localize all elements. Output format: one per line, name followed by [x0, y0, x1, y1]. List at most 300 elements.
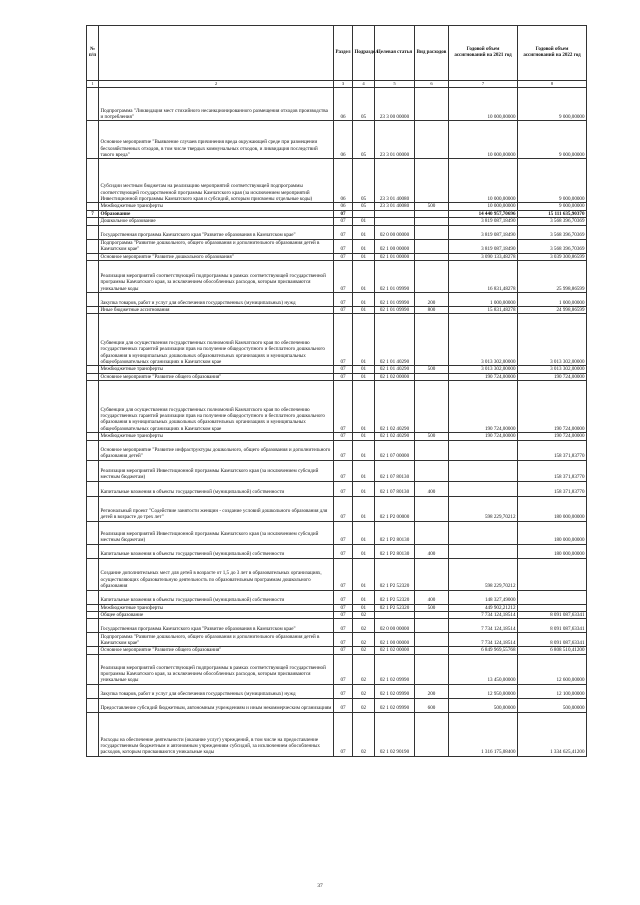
row-name: Реализация мероприятий соответствующей подпрограммы в рамках соответствующей государственной программы Камчатского края, за исключением обособленных расходов, которым присваиваются уникальные коды: [99, 654, 334, 684]
row-subsection: 02: [353, 633, 375, 647]
row-value-2022: 9 000,00000: [518, 203, 587, 210]
row-target: 23 3 01 40080: [375, 203, 415, 210]
row-name: Региональный проект "Содействие занятости женщин - создание условий дошкольного образования для детей в возрасте до трех лет": [99, 496, 334, 521]
row-section: 07: [334, 633, 353, 647]
row-value-2022: [518, 590, 587, 604]
row-subsection: 01: [353, 558, 375, 590]
row-section: 07: [334, 314, 353, 366]
row-num: [87, 612, 99, 619]
row-num: [87, 293, 99, 307]
table-row: [87, 481, 587, 496]
row-exp-type: [415, 253, 449, 260]
row-value-2022: 9 000,00000: [518, 121, 587, 159]
row-exp-type: [415, 210, 449, 217]
row-value-2021: 1 316 175,08400: [449, 712, 518, 756]
row-section: 07: [334, 225, 353, 239]
row-subsection: 01: [353, 253, 375, 260]
row-num: [87, 558, 99, 590]
colnum: 2: [99, 81, 334, 88]
row-target: 02 1 02 00000: [375, 373, 415, 380]
row-name: Государственная программа Камчатского края "Развитие образования в Камчатском крае": [99, 619, 334, 633]
row-section: 06: [334, 88, 353, 121]
table-row: [87, 159, 587, 203]
row-target: [375, 218, 415, 225]
row-name: Межбюджетные трансферты: [99, 433, 334, 440]
table-row: [87, 521, 587, 544]
budget-table-page: [86, 25, 586, 757]
row-value-2022: 3 013 302,00000: [518, 314, 587, 366]
row-value-2021: 148 327,49000: [449, 590, 518, 604]
row-section: 07: [334, 440, 353, 460]
row-name: Реализация мероприятий Инвестиционной программы Камчатского края (за исключением субсидий местным бюджетам): [99, 460, 334, 481]
row-value-2021: 500,00000: [449, 698, 518, 712]
row-num: [87, 159, 99, 203]
row-name: Подпрограмма "Развитие дошкольного, общего образования и дополнительного образования детей в Камчатском крае": [99, 633, 334, 647]
row-target: 02 1 02 09990: [375, 684, 415, 698]
row-num: [87, 307, 99, 314]
row-subsection: 02: [353, 619, 375, 633]
header-exp-type: Вид расходов: [415, 26, 449, 81]
row-exp-type: 500: [415, 433, 449, 440]
table-row: [87, 496, 587, 521]
row-value-2021: 598 229,70212: [449, 496, 518, 521]
row-num: [87, 88, 99, 121]
row-target: 02 1 P2 80130: [375, 544, 415, 558]
row-exp-type: [415, 460, 449, 481]
row-value-2021: 10 000,00000: [449, 203, 518, 210]
row-value-2022: 190 724,00000: [518, 433, 587, 440]
row-exp-type: 200: [415, 293, 449, 307]
row-section: 07: [334, 460, 353, 481]
row-target: 02 1 01 00000: [375, 253, 415, 260]
row-num: [87, 239, 99, 253]
row-target: 02 1 02 00000: [375, 647, 415, 654]
row-value-2021: [449, 481, 518, 496]
row-exp-type: [415, 225, 449, 239]
row-value-2021: 13 450,00000: [449, 654, 518, 684]
row-name: Основное мероприятие "Развитие инфраструктуры дошкольного, общего образования и дополнительного образования детей": [99, 440, 334, 460]
row-section: 07: [334, 612, 353, 619]
row-subsection: 01: [353, 373, 375, 380]
row-num: [87, 496, 99, 521]
row-name: Межбюджетные трансферты: [99, 203, 334, 210]
row-name: Основное мероприятие "Развитие дошкольного образования": [99, 253, 334, 260]
row-value-2022: 8 091 087,63341: [518, 633, 587, 647]
row-name: Реализация мероприятий Инвестиционной программы Камчатского края (за исключением субсидий местным бюджетам): [99, 521, 334, 544]
row-target: 02 1 P2 80130: [375, 521, 415, 544]
row-target: 02 1 P2 00000: [375, 496, 415, 521]
row-num: [87, 433, 99, 440]
row-num: [87, 481, 99, 496]
row-section: 07: [334, 307, 353, 314]
column-number-row: [87, 81, 587, 88]
row-exp-type: 600: [415, 698, 449, 712]
row-subsection: 02: [353, 712, 375, 756]
row-subsection: 01: [353, 544, 375, 558]
table-row: [87, 293, 587, 307]
header-subsection: Подраздел: [353, 26, 375, 81]
row-num: [87, 604, 99, 611]
row-target: 02 1 00 00000: [375, 633, 415, 647]
row-value-2022: 3 568 396,70369: [518, 239, 587, 253]
row-value-2022: 8 091 087,63341: [518, 612, 587, 619]
row-value-2021: 598 229,70212: [449, 558, 518, 590]
header-2021: Годовой объем ассигнований на 2021 год: [449, 26, 518, 81]
row-value-2021: 10 000,00000: [449, 121, 518, 159]
row-section: 07: [334, 218, 353, 225]
row-section: 06: [334, 121, 353, 159]
row-name: Основное мероприятие "Развитие общего образования": [99, 373, 334, 380]
row-exp-type: 500: [415, 203, 449, 210]
table-row: [87, 558, 587, 590]
row-subsection: 01: [353, 225, 375, 239]
row-name: Субсидии местным бюджетам на реализацию мероприятий соответствующей подпрограммы соответствующей государственной программы Камчатского края (за исключением мероприятий Инвестиционной программы Камчатского края и субсидий, которым присвоены отдельные коды): [99, 159, 334, 203]
row-subsection: 01: [353, 460, 375, 481]
budget-table: [86, 25, 587, 757]
row-name: Закупка товаров, работ и услуг для обеспечения государственных (муниципальных) нужд: [99, 293, 334, 307]
table-row: [87, 433, 587, 440]
row-num: [87, 654, 99, 684]
row-name: Подпрограмма "Развитие дошкольного, общего образования и дополнительного образования детей в Камчатском крае": [99, 239, 334, 253]
row-value-2021: 7 734 124,18514: [449, 612, 518, 619]
row-target: 02 1 02 09990: [375, 654, 415, 684]
row-value-2021: 16 831,48278: [449, 261, 518, 293]
row-name: Капитальные вложения в объекты государственной (муниципальной) собственности: [99, 544, 334, 558]
table-header-row: [87, 26, 587, 81]
row-name: Создание дополнительных мест для детей в возрасте от 1,5 до 3 лет в образовательных организациях, осуществляющих образовательную деятельность по образовательным программам дошкольного образования: [99, 558, 334, 590]
row-num: [87, 366, 99, 373]
row-name: Закупка товаров, работ и услуг для обеспечения государственных (муниципальных) нужд: [99, 684, 334, 698]
header-name: [99, 26, 334, 81]
row-subsection: 01: [353, 433, 375, 440]
row-num: [87, 590, 99, 604]
row-section: 06: [334, 203, 353, 210]
row-num: [87, 698, 99, 712]
row-target: 23 3 01 00000: [375, 121, 415, 159]
row-subsection: 01: [353, 314, 375, 366]
row-subsection: 01: [353, 481, 375, 496]
row-section: 07: [334, 381, 353, 433]
row-subsection: 01: [353, 366, 375, 373]
row-value-2021: 10 000,00000: [449, 88, 518, 121]
table-body: [87, 88, 587, 756]
row-subsection: 01: [353, 307, 375, 314]
row-value-2022: 500,00000: [518, 698, 587, 712]
row-num: [87, 521, 99, 544]
table-row: [87, 210, 587, 217]
row-num: [87, 619, 99, 633]
row-value-2021: 3 819 087,18490: [449, 239, 518, 253]
row-value-2022: 158 371,83770: [518, 440, 587, 460]
row-exp-type: [415, 239, 449, 253]
row-exp-type: [415, 159, 449, 203]
row-value-2021: 449 902,21212: [449, 604, 518, 611]
row-value-2021: 6 849 969,55768: [449, 647, 518, 654]
colnum: 1: [87, 81, 99, 88]
row-num: [87, 218, 99, 225]
row-target: 02 1 02 90190: [375, 712, 415, 756]
row-num: [87, 712, 99, 756]
row-target: 02 1 07 80130: [375, 460, 415, 481]
table-row: [87, 314, 587, 366]
row-value-2022: 158 371,83770: [518, 481, 587, 496]
row-target: 02 1 00 00000: [375, 239, 415, 253]
row-target: 23 3 01 40080: [375, 159, 415, 203]
row-value-2021: 1 000,00000: [449, 293, 518, 307]
table-row: [87, 440, 587, 460]
row-value-2021: 190 724,00000: [449, 433, 518, 440]
row-subsection: 05: [353, 121, 375, 159]
row-name: Субвенции для осуществления государственных полномочий Камчатского края по обеспечению государственных гарантий реализации прав на получение общедоступного и бесплатного дошкольного образования в муниципальных дошкольных образовательных организациях и муниципальных общеобразовательных организациях в Камчатском крае: [99, 381, 334, 433]
row-exp-type: [415, 521, 449, 544]
table-row: [87, 253, 587, 260]
row-section: 07: [334, 521, 353, 544]
row-exp-type: [415, 373, 449, 380]
row-name: Основное мероприятие "Развитие общего образования": [99, 647, 334, 654]
row-exp-type: [415, 440, 449, 460]
row-section: 07: [334, 373, 353, 380]
row-section: 07: [334, 604, 353, 611]
row-section: 07: [334, 647, 353, 654]
row-target: 02 1 01 09990: [375, 261, 415, 293]
row-exp-type: [415, 121, 449, 159]
row-value-2021: [449, 460, 518, 481]
row-value-2022: 3 568 396,70369: [518, 218, 587, 225]
row-value-2021: 7 734 124,18514: [449, 633, 518, 647]
row-exp-type: [415, 381, 449, 433]
row-num: [87, 544, 99, 558]
row-num: [87, 460, 99, 481]
row-section: 07: [334, 210, 353, 217]
colnum: 3: [334, 81, 353, 88]
row-section: 07: [334, 293, 353, 307]
colnum: 6: [415, 81, 449, 88]
row-value-2021: 3 013 302,00000: [449, 366, 518, 373]
colnum: 4: [353, 81, 375, 88]
row-exp-type: [415, 496, 449, 521]
row-section: 07: [334, 684, 353, 698]
row-exp-type: 500: [415, 604, 449, 611]
row-name: Субвенции для осуществления государственных полномочий Камчатского края по обеспечению государственных гарантий реализации прав на получение общедоступного и бесплатного дошкольного образования в муниципальных дошкольных образовательных организациях и муниципальных общеобразовательных организациях в Камчатском крае: [99, 314, 334, 366]
row-exp-type: [415, 612, 449, 619]
table-row: [87, 225, 587, 239]
table-row: [87, 698, 587, 712]
row-section: 07: [334, 698, 353, 712]
row-name: Общее образование: [99, 612, 334, 619]
row-exp-type: [415, 647, 449, 654]
row-num: [87, 440, 99, 460]
row-value-2022: 1 000,00000: [518, 293, 587, 307]
row-name: Дошкольное образование: [99, 218, 334, 225]
row-value-2022: 1 334 625,41200: [518, 712, 587, 756]
row-subsection: 01: [353, 381, 375, 433]
row-num: 7: [87, 210, 99, 217]
row-exp-type: 200: [415, 684, 449, 698]
row-exp-type: [415, 88, 449, 121]
row-subsection: 02: [353, 684, 375, 698]
row-target: [375, 612, 415, 619]
table-row: [87, 684, 587, 698]
row-value-2022: 190 724,00000: [518, 373, 587, 380]
row-name: Межбюджетные трансферты: [99, 604, 334, 611]
row-subsection: 01: [353, 239, 375, 253]
row-subsection: 01: [353, 218, 375, 225]
row-value-2022: 158 371,83770: [518, 460, 587, 481]
row-name: Государственная программа Камчатского края "Развитие образования в Камчатском крае": [99, 225, 334, 239]
row-value-2022: 180 000,00000: [518, 544, 587, 558]
row-target: 02 1 01 40290: [375, 314, 415, 366]
table-row: [87, 712, 587, 756]
row-value-2022: 3 568 396,70369: [518, 225, 587, 239]
row-target: 02 0 00 00000: [375, 225, 415, 239]
row-subsection: 01: [353, 521, 375, 544]
row-value-2021: 10 000,00000: [449, 159, 518, 203]
table-row: [87, 647, 587, 654]
row-subsection: 01: [353, 604, 375, 611]
row-target: 02 1 07 00000: [375, 440, 415, 460]
row-subsection: 02: [353, 654, 375, 684]
row-value-2021: 12 950,00000: [449, 684, 518, 698]
header-num: № п/п: [87, 26, 99, 81]
row-value-2021: 190 724,00000: [449, 373, 518, 380]
table-row: [87, 366, 587, 373]
row-subsection: 02: [353, 647, 375, 654]
row-value-2022: 9 000,00000: [518, 159, 587, 203]
row-exp-type: 800: [415, 307, 449, 314]
row-subsection: 05: [353, 203, 375, 210]
row-num: [87, 253, 99, 260]
row-section: 07: [334, 619, 353, 633]
row-name: Иные бюджетные ассигнования: [99, 307, 334, 314]
row-value-2022: 12 100,00000: [518, 684, 587, 698]
row-exp-type: [415, 261, 449, 293]
row-section: 07: [334, 558, 353, 590]
row-value-2022: 3 039 300,86599: [518, 253, 587, 260]
row-name: Капитальные вложения в объекты государственной (муниципальной) собственности: [99, 590, 334, 604]
row-name: Расходы на обеспечение деятельности (оказание услуг) учреждений, в том числе на предоставление государственным бюджетным и автономным учреждениям субсидий, за исключением обособленных расходов, которым присваиваются уникальные коды: [99, 712, 334, 756]
row-value-2021: 3 819 087,18490: [449, 225, 518, 239]
row-section: 07: [334, 261, 353, 293]
row-target: 02 1 02 40290: [375, 433, 415, 440]
row-subsection: 05: [353, 88, 375, 121]
row-section: 07: [334, 239, 353, 253]
colnum: 5: [375, 81, 415, 88]
table-row: [87, 218, 587, 225]
table-row: [87, 633, 587, 647]
row-num: [87, 633, 99, 647]
row-target: 02 1 02 09990: [375, 698, 415, 712]
row-section: 06: [334, 159, 353, 203]
row-section: 07: [334, 366, 353, 373]
row-exp-type: [415, 218, 449, 225]
row-value-2021: 7 734 124,18514: [449, 619, 518, 633]
row-section: 07: [334, 590, 353, 604]
page-number: 37: [317, 883, 323, 889]
colnum: 7: [449, 81, 518, 88]
row-value-2022: 3 013 302,00000: [518, 366, 587, 373]
row-num: [87, 684, 99, 698]
row-value-2021: 14 440 957,70696: [449, 210, 518, 217]
row-num: [87, 381, 99, 433]
row-exp-type: [415, 619, 449, 633]
row-value-2021: 190 724,00000: [449, 381, 518, 433]
table-row: [87, 654, 587, 684]
row-subsection: 05: [353, 159, 375, 203]
row-exp-type: 400: [415, 590, 449, 604]
row-value-2022: 8 091 087,63341: [518, 619, 587, 633]
row-value-2021: [449, 521, 518, 544]
row-target: 02 1 07 80130: [375, 481, 415, 496]
row-section: 07: [334, 433, 353, 440]
row-subsection: 02: [353, 612, 375, 619]
header-2022: Годовой объем ассигнований на 2022 год: [518, 26, 587, 81]
table-row: [87, 239, 587, 253]
row-name: Основное мероприятие "Выявление случаев причинения вреда окружающей среде при размещении бесхозяйственных отходов, в том числе твердых коммунальных отходов, и ликвидация последствий такого вреда": [99, 121, 334, 159]
table-row: [87, 203, 587, 210]
row-num: [87, 647, 99, 654]
row-subsection: 01: [353, 590, 375, 604]
row-subsection: [353, 210, 375, 217]
row-value-2022: 9 000,00000: [518, 88, 587, 121]
row-num: [87, 121, 99, 159]
row-value-2021: 3 013 302,00000: [449, 314, 518, 366]
row-subsection: 01: [353, 293, 375, 307]
table-row: [87, 544, 587, 558]
row-section: 07: [334, 654, 353, 684]
row-value-2021: 3 819 087,18490: [449, 218, 518, 225]
row-subsection: 01: [353, 261, 375, 293]
row-subsection: 01: [353, 496, 375, 521]
row-name: Предоставление субсидий бюджетным, автономным учреждениям и иным некоммерческим организациям: [99, 698, 334, 712]
row-value-2021: [449, 440, 518, 460]
row-value-2022: 190 724,00000: [518, 381, 587, 433]
row-section: 07: [334, 496, 353, 521]
row-target: 02 1 02 40290: [375, 381, 415, 433]
row-value-2022: 6 808 510,41200: [518, 647, 587, 654]
row-target: 02 0 00 00000: [375, 619, 415, 633]
row-num: [87, 203, 99, 210]
row-target: 02 1 P2 52320: [375, 558, 415, 590]
row-section: 07: [334, 481, 353, 496]
table-row: [87, 307, 587, 314]
row-num: [87, 373, 99, 380]
table-row: [87, 261, 587, 293]
row-value-2022: 15 111 635,90370: [518, 210, 587, 217]
table-row: [87, 612, 587, 619]
table-row: [87, 604, 587, 611]
row-exp-type: 400: [415, 544, 449, 558]
table-row: [87, 88, 587, 121]
row-value-2022: 12 600,00000: [518, 654, 587, 684]
table-row: [87, 460, 587, 481]
row-target: 02 1 P2 52320: [375, 590, 415, 604]
header-section: Раздел: [334, 26, 353, 81]
row-value-2022: 25 998,86599: [518, 261, 587, 293]
row-exp-type: [415, 712, 449, 756]
row-value-2022: [518, 604, 587, 611]
table-row: [87, 373, 587, 380]
row-name: Межбюджетные трансферты: [99, 366, 334, 373]
row-target: 02 1 01 40290: [375, 366, 415, 373]
row-subsection: 02: [353, 698, 375, 712]
row-name: Образование: [99, 210, 334, 217]
row-exp-type: [415, 558, 449, 590]
row-section: 07: [334, 253, 353, 260]
row-num: [87, 261, 99, 293]
row-value-2022: 24 998,86599: [518, 307, 587, 314]
row-value-2021: [449, 544, 518, 558]
row-num: [87, 225, 99, 239]
